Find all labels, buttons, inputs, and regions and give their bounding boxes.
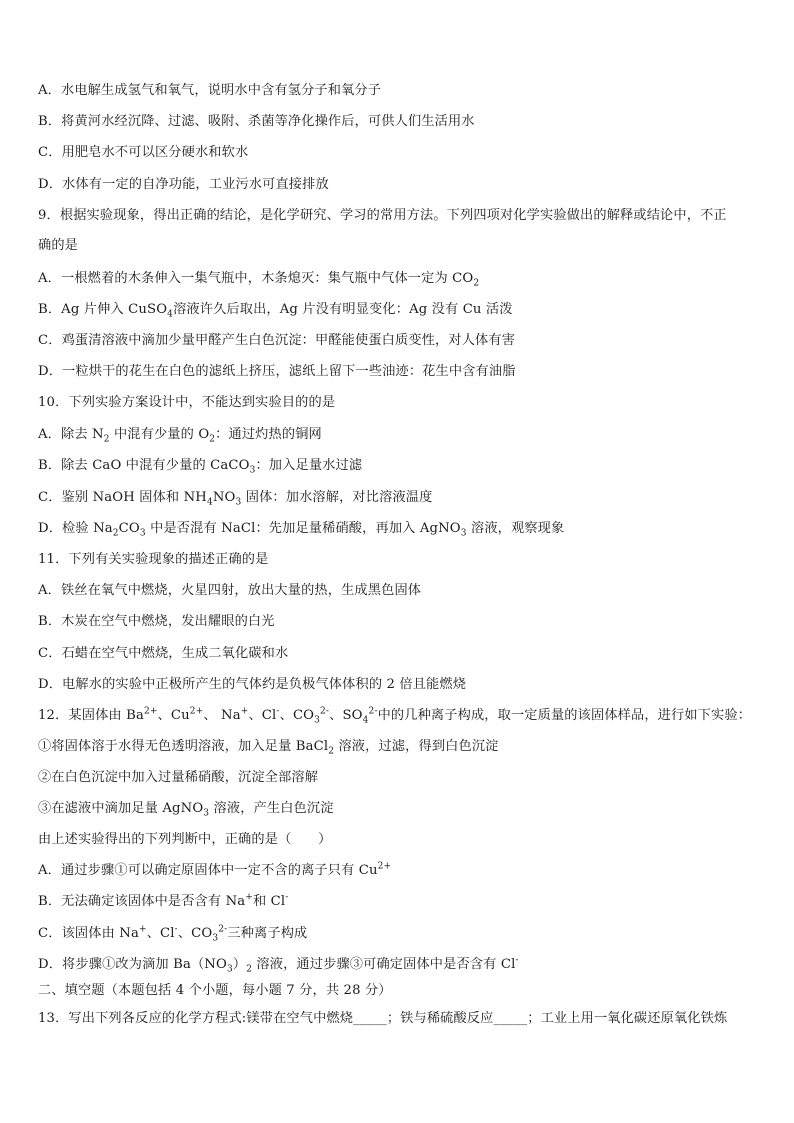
- text-run: A．通过步骤①可以确定原固体中一定不含的离子只有 Cu: [38, 863, 378, 878]
- text-line: [38, 831, 758, 849]
- text-run: C．鸡蛋清溶液中滴加少量甲醛产生白色沉淀：甲醛能使蛋白质变性，对人体有害: [38, 333, 516, 348]
- text-run: ②在白色沉淀中加入过量稀硝酸，沉淀全部溶解: [38, 770, 319, 785]
- text-run: 溶液，产生白色沉淀: [209, 801, 334, 816]
- text-line: [38, 925, 758, 943]
- text-run: B．无法确定该固体中是否含有 Na: [38, 894, 246, 909]
- text-run: D．一粒烘干的花生在白色的滤纸上挤压，滤纸上留下一些油迹：花生中含有油脂: [38, 364, 516, 379]
- text-run: C．鉴别 NaOH 固体和 NH: [38, 490, 207, 505]
- text-run: B．除去 CaO 中混有少量的 CaCO: [38, 458, 250, 473]
- subscript: 3: [249, 465, 256, 476]
- text-run: A．铁丝在氧气中燃烧，火星四射，放出大量的热，生成黑色固体: [38, 583, 422, 598]
- subscript: 4: [362, 715, 369, 726]
- text-run: 溶液，过滤，得到白色沉淀: [334, 739, 499, 754]
- text-run: 确的是: [38, 238, 79, 253]
- text-run: 、Cl: [146, 926, 175, 941]
- text-run: B．Ag 片伸入 CuSO: [38, 302, 168, 317]
- text-line: [38, 769, 758, 787]
- superscript: 2+: [377, 861, 392, 872]
- text-line: [38, 551, 758, 569]
- text-run: 固体：加水溶解，对比溶液温度: [241, 490, 433, 505]
- superscript: +: [240, 706, 249, 717]
- text-run: 中的几种离子构成，取一定质量的该固体样品，进行如下实验：: [377, 708, 752, 723]
- text-line: [38, 893, 758, 911]
- text-run: CO: [118, 521, 140, 536]
- text-line: [38, 613, 758, 631]
- text-run: 12．某固体由 Ba: [38, 708, 144, 723]
- subscript: 4: [206, 497, 213, 508]
- text-run: 由上述实验得出的下列判断中，正确的是（ ）: [38, 832, 332, 847]
- text-line: [38, 237, 758, 255]
- subscript: 3: [235, 497, 242, 508]
- text-line: [38, 676, 758, 694]
- subscript: 3: [139, 528, 146, 539]
- text-line: [38, 982, 758, 1000]
- text-run: D．电解水的实验中正极所产生的气体约是负极气体体积的 2 倍且能燃烧: [38, 677, 467, 692]
- text-line: [38, 862, 758, 880]
- text-run: 、CO: [177, 926, 213, 941]
- text-line: [38, 457, 758, 475]
- text-run: 溶液，通过步骤③可确定固体中是否含有 Cl: [252, 957, 516, 972]
- text-line: [38, 956, 758, 974]
- text-line: [38, 82, 758, 100]
- superscript: 2-: [320, 706, 330, 717]
- text-run: 、CO: [279, 708, 315, 723]
- superscript: 2+: [189, 706, 204, 717]
- superscript: 2-: [368, 706, 378, 717]
- text-run: A．除去 N: [38, 427, 104, 442]
- text-line: [38, 176, 758, 194]
- subscript: 4: [167, 309, 174, 320]
- text-run: 中是否混有 NaCl：先加足量稀硝酸，再加入 AgNO: [145, 521, 461, 536]
- text-run: 、SO: [329, 708, 363, 723]
- subscript: 3: [203, 808, 210, 819]
- text-run: 中混有少量的 O: [109, 427, 210, 442]
- text-line: [38, 113, 758, 131]
- text-run: NO: [212, 490, 236, 505]
- superscript: -: [515, 955, 519, 966]
- text-run: 三种离子构成: [227, 926, 308, 941]
- text-line: [38, 332, 758, 350]
- superscript: +: [138, 924, 147, 935]
- text-line: [38, 1010, 758, 1028]
- subscript: 2: [209, 434, 216, 445]
- superscript: 2+: [143, 706, 158, 717]
- text-line: [38, 489, 758, 507]
- text-run: 溶液，观察现象: [466, 521, 565, 536]
- text-line: [38, 520, 758, 538]
- subscript: 2: [103, 434, 110, 445]
- text-run: D．将步骤①改为滴加 Ba（NO: [38, 957, 227, 972]
- text-run: 13．写出下列各反应的化学方程式:镁带在空气中燃烧_____；铁与稀硫酸反应_____；工业上用一氧化碳还原氧化铁炼: [38, 1011, 728, 1026]
- text-run: 和 Cl: [252, 894, 286, 909]
- text-run: 、Cl: [248, 708, 277, 723]
- text-run: ：加入足量水过滤: [255, 458, 363, 473]
- text-run: ①将固体溶于水得无色透明溶液，加入足量 BaCl: [38, 739, 329, 754]
- superscript: +: [245, 892, 253, 903]
- text-run: B．木炭在空气中燃烧，发出耀眼的白光: [38, 614, 275, 629]
- text-run: ）: [232, 957, 247, 972]
- subscript: 3: [226, 964, 233, 975]
- superscript: -: [276, 706, 280, 717]
- text-run: A．一根燃着的木条伸入一集气瓶中，木条熄灭：集气瓶中气体一定为 CO: [38, 271, 474, 286]
- subscript: 2: [473, 278, 480, 289]
- subscript: 3: [460, 528, 467, 539]
- subscript: 2: [328, 746, 335, 757]
- text-line: [38, 270, 758, 288]
- text-line: [38, 363, 758, 381]
- text-run: 10．下列实验方案设计中，不能达到实验目的的是: [38, 395, 336, 410]
- text-line: [38, 738, 758, 756]
- subscript: 2: [112, 528, 119, 539]
- subscript: 3: [314, 715, 321, 726]
- text-run: A．水电解生成氢气和氧气，说明水中含有氢分子和氧分子: [38, 83, 382, 98]
- text-line: [38, 800, 758, 818]
- text-run: C．该固体由 Na: [38, 926, 139, 941]
- text-run: ③在滤液中滴加足量 AgNO: [38, 801, 204, 816]
- text-run: D．水体有一定的自净功能，工业污水可直接排放: [38, 177, 329, 192]
- superscript: -: [285, 892, 289, 903]
- text-run: C．石蜡在空气中燃烧，生成二氧化碳和水: [38, 646, 289, 661]
- subscript: 3: [212, 933, 219, 944]
- text-line: [38, 394, 758, 412]
- text-run: 9．根据实验现象，得出正确的结论，是化学研究、学习的常用方法。下列四项对化学实验做出的解释或结论中，不正: [38, 208, 727, 223]
- text-line: [38, 207, 758, 225]
- text-run: D．检验 Na: [38, 521, 113, 536]
- text-run: 二、填空题（本题包括 4 个小题，每小题 7 分，共 28 分）: [38, 983, 392, 998]
- text-run: B．将黄河水经沉降、过滤、吸附、杀菌等净化操作后，可供人们生活用水: [38, 114, 475, 129]
- superscript: 2-: [218, 924, 228, 935]
- text-run: 11．下列有关实验现象的描述正确的是: [38, 552, 269, 567]
- text-run: 、 Na: [203, 708, 241, 723]
- text-line: [38, 582, 758, 600]
- text-run: 溶液许久后取出，Ag 片没有明显变化：Ag 没有 Cu 活泼: [173, 302, 513, 317]
- superscript: -: [174, 924, 178, 935]
- text-line: [38, 301, 758, 319]
- text-run: C．用肥皂水不可以区分硬水和软水: [38, 145, 249, 160]
- text-line: [38, 426, 758, 444]
- text-line: [38, 707, 758, 725]
- text-run: ：通过灼热的铜网: [215, 427, 322, 442]
- text-line: [38, 144, 758, 162]
- text-run: 、Cu: [157, 708, 190, 723]
- text-line: [38, 645, 758, 663]
- subscript: 2: [246, 964, 253, 975]
